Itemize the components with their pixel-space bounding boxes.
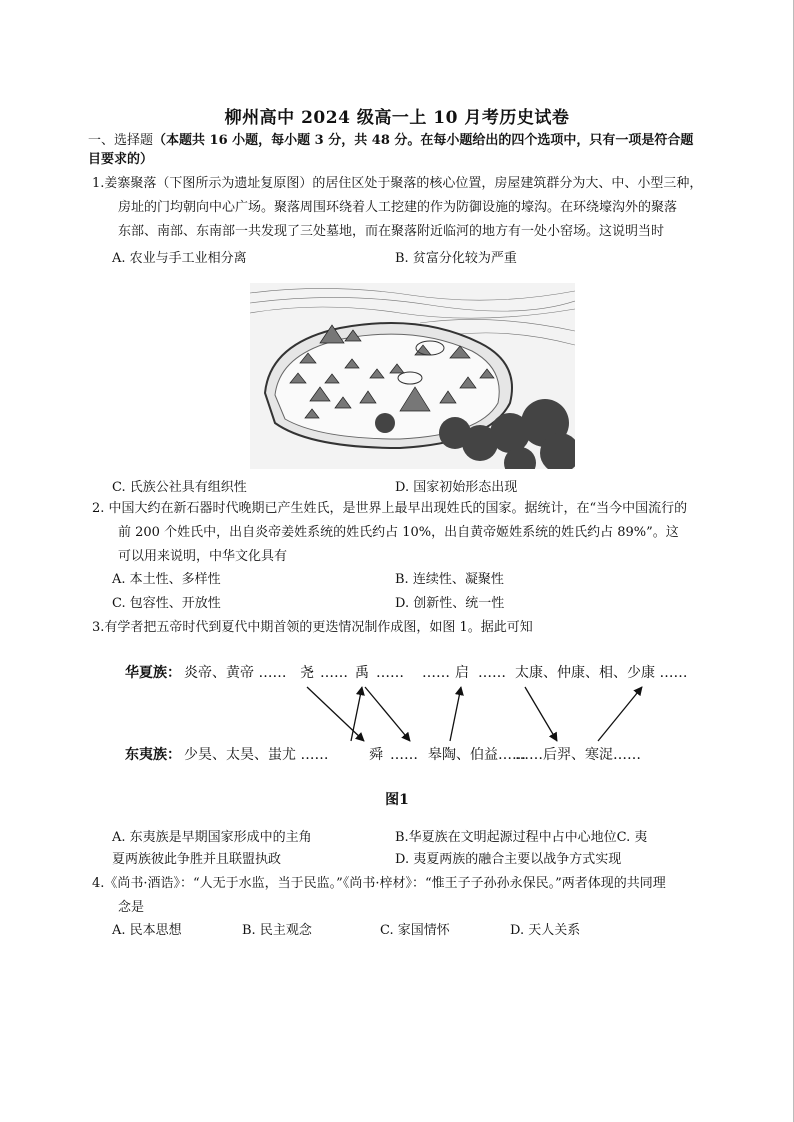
- huaxia-yao: 尧: [300, 665, 314, 681]
- q1-line2: 房址的门均朝向中心广场。聚落周围环绕着人工挖建的作为防御设施的壕沟。在环绕壕沟外的聚落: [118, 200, 678, 215]
- huaxia-dots-3: ……: [422, 665, 450, 681]
- arrow-hanzhuo-to-shaokang: [598, 687, 642, 741]
- arrow-shun-to-yu: [351, 687, 362, 741]
- dongyi-houyi-hanzhuo: ……后羿、寒浞……: [515, 747, 641, 763]
- q4-option-c[interactable]: C. 家国情怀: [380, 923, 450, 938]
- arrow-yao-to-shun: [307, 687, 364, 741]
- huaxia-qi: 启: [455, 665, 469, 681]
- huaxia-dots-4: ……: [478, 665, 506, 681]
- q3-option-a[interactable]: A. 东夷族是早期国家形成中的主角: [112, 830, 312, 845]
- arrow-taikang-to-houyi: [525, 687, 557, 741]
- q1-line3: 东部、南部、东南部一共发现了三处墓地，而在聚落附近临河的地方有一处小窑场。这说明当时: [118, 224, 665, 239]
- q2-option-b[interactable]: B. 连续性、凝聚性: [395, 572, 504, 587]
- question-4: [92, 872, 742, 920]
- leader-succession-diagram: [120, 655, 720, 775]
- huaxia-yandi-huangdi: 炎帝、黄帝 ……: [184, 665, 287, 681]
- dongyi-shaohao: 少昊、太昊、蚩尤 ……: [184, 747, 329, 763]
- q4-line1: 4.《尚书·酒诰》：“人无于水监，当于民监。”《尚书·梓材》：“惟王子子孙孙永保民。”两者体现的共同理: [92, 876, 666, 891]
- q1-option-b[interactable]: B. 贫富分化较为严重: [395, 251, 517, 266]
- section-prefix: 一、选择题: [88, 133, 154, 148]
- q3-line1: 3.有学者把五帝时代到夏代中期首领的更迭情况制作成图，如图 1。据此可知: [92, 620, 533, 635]
- q2-line3: 可以用来说明，中华文化具有: [118, 549, 288, 564]
- q2-option-d[interactable]: D. 创新性、统一性: [395, 596, 505, 611]
- q4-line2: 念是: [118, 900, 145, 915]
- dongyi-shun: 舜: [369, 747, 383, 763]
- section-desc-line1: （本题共 16 小题，每小题 3 分，共 48 分。在每小题给出的四个选项中，只有一项是符合题: [153, 133, 694, 148]
- q2-line1: 2. 中国大约在新石器时代晚期已产生姓氏，是世界上最早出现姓氏的国家。据统计，在“当今中国流行的: [92, 501, 688, 516]
- huaxia-dots-1: ……: [320, 665, 348, 681]
- exam-title: 柳州高中 2024 级高一上 10 月考历史试卷: [224, 108, 570, 128]
- q1-line1: 1.姜寨聚落（下图所示为遗址复原图）的居住区处于聚落的核心位置，房屋建筑群分为大、中、小型三种，: [92, 176, 703, 191]
- q1-option-c[interactable]: C. 氏族公社具有组织性: [112, 480, 247, 495]
- dongyi-gaoyao-boyi: 皋陶、伯益……: [428, 747, 526, 763]
- q4-option-d[interactable]: D. 天人关系: [510, 923, 581, 938]
- q3-option-d[interactable]: D. 夷夏两族的融合主要以战争方式实现: [395, 852, 622, 867]
- question-3: [92, 616, 742, 640]
- dongyi-dots-1: ……: [390, 747, 418, 763]
- q1-option-d[interactable]: D. 国家初始形态出现: [395, 480, 518, 495]
- settlement-illustration: [250, 283, 575, 469]
- huaxia-yu: 禹: [355, 665, 369, 681]
- huaxia-taikang: 太康、仲康、相、少康 ……: [515, 665, 688, 681]
- huaxia-dots-2: ……: [376, 665, 404, 681]
- q3-option-b[interactable]: B.华夏族在文明起源过程中占中心地位C. 夷: [395, 830, 648, 845]
- q3-option-c-continued[interactable]: 夏两族彼此争胜并且联盟执政: [112, 852, 282, 867]
- q2-line2: 前 200 个姓氏中，出自炎帝姜姓系统的姓氏约占 10%，出自黄帝姬姓系统的姓氏约占 89%”。这: [118, 525, 679, 540]
- figure-1-label: 图1: [385, 792, 409, 808]
- q4-option-b[interactable]: B. 民主观念: [242, 923, 312, 938]
- arrow-boyi-to-qi: [450, 687, 461, 741]
- q1-option-a[interactable]: A. 农业与手工业相分离: [112, 251, 247, 266]
- section-header: [88, 131, 728, 169]
- question-1: [92, 172, 742, 244]
- arrow-yu-to-gaoyao: [365, 687, 410, 741]
- dongyi-label: 东夷族：: [125, 747, 181, 763]
- section-desc-line2: 目要求的）: [88, 152, 154, 167]
- q4-option-a[interactable]: A. 民本思想: [112, 923, 182, 938]
- q2-option-c[interactable]: C. 包容性、开放性: [112, 596, 221, 611]
- q2-option-a[interactable]: A. 本土性、多样性: [112, 572, 221, 587]
- huaxia-label: 华夏族：: [125, 665, 181, 681]
- question-2: [92, 497, 742, 569]
